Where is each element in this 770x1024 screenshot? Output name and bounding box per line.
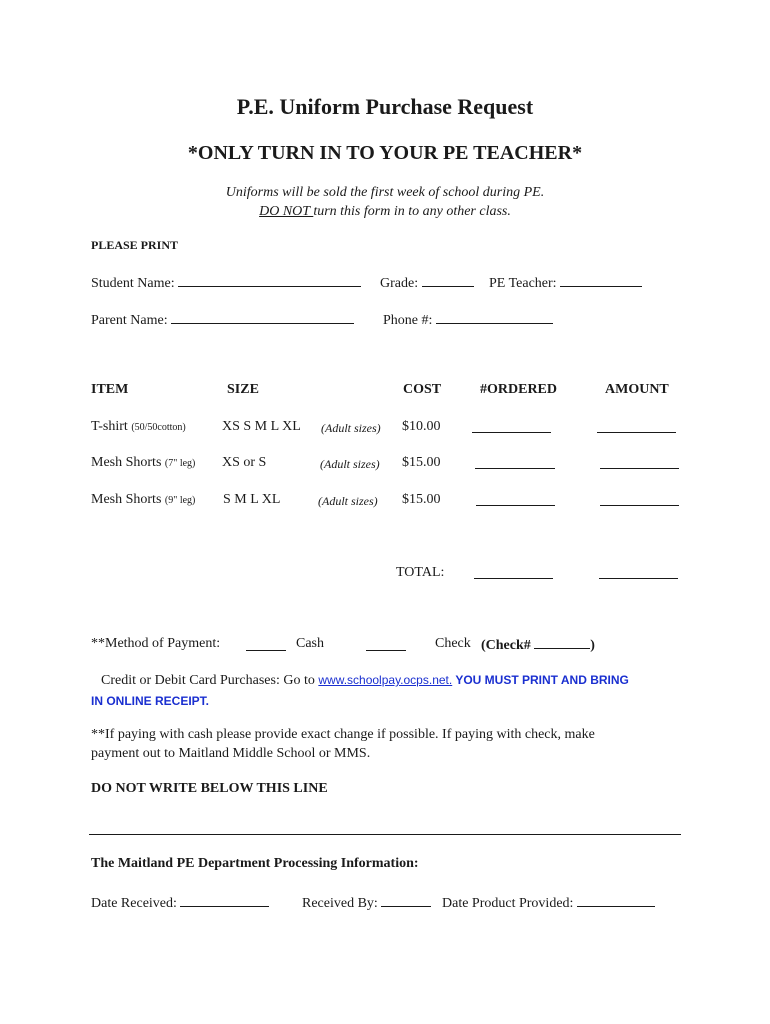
phone-row: [383, 310, 553, 329]
date-provided-label: Date Product Provided:: [442, 896, 574, 911]
check-number-row: [481, 636, 595, 654]
grade-label: Grade:: [380, 276, 419, 291]
parent-name-label: Parent Name:: [91, 313, 168, 328]
received-by-label: Received By:: [302, 896, 378, 911]
row-sizes: XS S M L XL: [222, 419, 301, 434]
header-size: SIZE: [227, 382, 259, 397]
card-must-print-2: IN ONLINE RECEIPT.: [91, 694, 210, 708]
check-number-field[interactable]: [534, 636, 590, 649]
page-title: P.E. Uniform Purchase Request: [236, 94, 534, 119]
row-size-note: (Adult sizes): [320, 457, 380, 471]
check-label: Check: [435, 636, 471, 651]
dept-title: The Maitland PE Department Processing Information:: [91, 856, 419, 871]
cash-label: Cash: [296, 636, 324, 651]
do-not-underlined: DO NOT: [259, 204, 314, 219]
header-ordered: #ORDERED: [480, 382, 558, 397]
parent-name-row: [91, 310, 354, 329]
table-row: [91, 419, 186, 435]
row-ordered-field[interactable]: [475, 468, 555, 469]
header-amount: AMOUNT: [605, 382, 669, 397]
row-size-note: (Adult sizes): [318, 494, 378, 508]
date-received-field[interactable]: [180, 893, 269, 907]
date-provided-field[interactable]: [577, 893, 655, 907]
row-amount-field[interactable]: [597, 432, 676, 433]
page-subtitle: *ONLY TURN IN TO YOUR PE TEACHER*: [187, 142, 583, 164]
pe-teacher-field[interactable]: [560, 273, 642, 287]
do-not-write-label: DO NOT WRITE BELOW THIS LINE: [91, 781, 328, 796]
note-line-2: [0, 204, 770, 220]
row-size-note: (Adult sizes): [321, 421, 381, 435]
note-line-2-rest: turn this form in to any other class.: [313, 204, 511, 219]
divider-line: [89, 834, 681, 835]
table-row: [91, 455, 195, 471]
schoolpay-link[interactable]: www.schoolpay.ocps.net.: [318, 673, 453, 687]
phone-field[interactable]: [436, 310, 553, 324]
row-ordered-field[interactable]: [476, 505, 555, 506]
total-amount-field[interactable]: [599, 578, 678, 579]
row-cost: $10.00: [402, 419, 441, 434]
header-item: ITEM: [91, 382, 129, 397]
header-cost: COST: [403, 382, 442, 397]
grade-row: [380, 273, 474, 292]
check-number-close: ): [590, 638, 595, 653]
student-name-row: [91, 273, 361, 292]
note-line-1: Uniforms will be sold the first week of school during PE.: [225, 185, 545, 200]
cash-note-line-2: payment out to Maitland Middle School or MMS.: [91, 746, 371, 761]
date-received-label: Date Received:: [91, 896, 177, 911]
card-must-print-1: YOU MUST PRINT AND BRING: [452, 673, 629, 687]
row-item: T-shirt: [91, 419, 128, 434]
row-ordered-field[interactable]: [472, 432, 551, 433]
check-number-label: (Check#: [481, 638, 535, 653]
card-text: Credit or Debit Card Purchases: Go to: [101, 673, 319, 688]
received-by-field[interactable]: [381, 893, 431, 907]
cash-checkbox-blank[interactable]: [246, 650, 286, 651]
row-item: Mesh Shorts: [91, 492, 162, 507]
row-item-note: (7" leg): [164, 458, 196, 469]
phone-label: Phone #:: [383, 313, 433, 328]
row-sizes: S M L XL: [223, 492, 281, 507]
row-item-note: (50/50cotton): [131, 422, 186, 433]
row-cost: $15.00: [402, 492, 441, 507]
payment-method-label: **Method of Payment:: [91, 636, 221, 651]
grade-field[interactable]: [422, 273, 474, 287]
student-name-label: Student Name:: [91, 276, 175, 291]
date-provided-row: [442, 893, 655, 912]
cash-note-line-1: **If paying with cash please provide exact change if possible. If paying with check, make: [91, 727, 595, 742]
received-by-row: [302, 893, 431, 912]
row-amount-field[interactable]: [600, 468, 679, 469]
check-checkbox-blank[interactable]: [366, 650, 406, 651]
row-sizes: XS or S: [222, 455, 267, 470]
table-row: [91, 492, 195, 508]
row-cost: $15.00: [402, 455, 441, 470]
pe-teacher-label: PE Teacher:: [489, 276, 557, 291]
please-print-label: PLEASE PRINT: [91, 238, 179, 252]
total-ordered-field[interactable]: [474, 578, 553, 579]
total-label: TOTAL:: [396, 565, 445, 580]
row-item: Mesh Shorts: [91, 455, 162, 470]
card-payment-line: [101, 673, 629, 689]
date-received-row: [91, 893, 269, 912]
parent-name-field[interactable]: [171, 310, 354, 324]
pe-teacher-row: [489, 273, 642, 292]
student-name-field[interactable]: [178, 273, 361, 287]
row-amount-field[interactable]: [600, 505, 679, 506]
row-item-note: (9" leg): [164, 495, 196, 506]
